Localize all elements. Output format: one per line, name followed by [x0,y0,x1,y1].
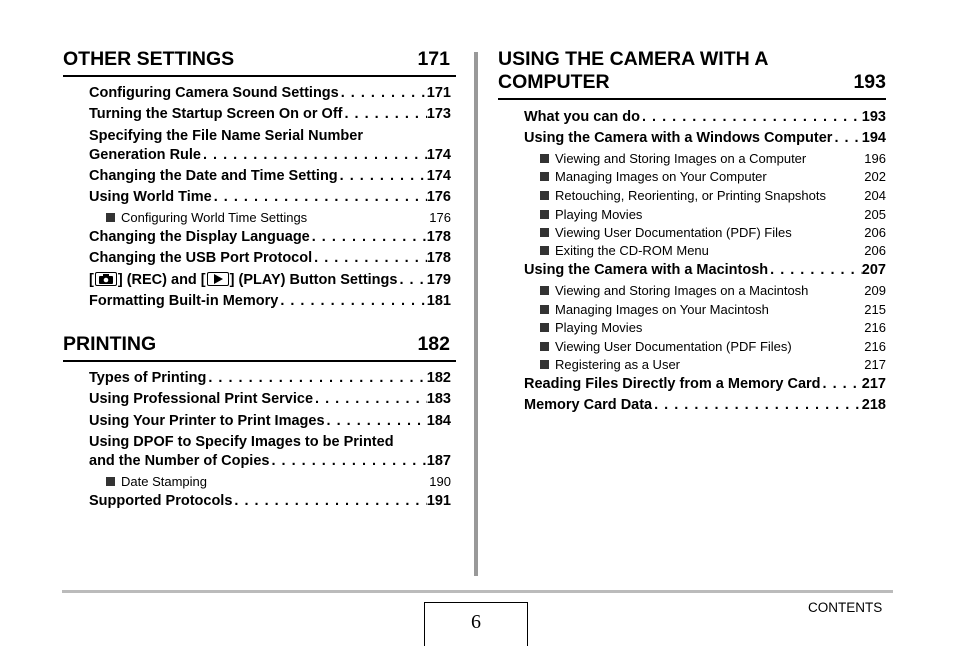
toc-entry-serial[interactable]: Generation Rule . . . 174 [89,147,451,164]
footer-rule [62,590,893,593]
square-bullet-icon [540,210,549,219]
square-bullet-icon [540,246,549,255]
square-bullet-icon [540,342,549,351]
section-printing [63,333,456,362]
toc-sub-win-0[interactable]: Viewing and Storing Images on a Computer 196 [540,151,886,167]
section-page: 182 [417,333,450,355]
section-title-line2: COMPUTER [498,71,610,93]
toc-entry-protocols[interactable]: Supported Protocols . . . 191 [89,493,451,510]
toc-entry-format[interactable]: Formatting Built-in Memory . . . 181 [89,293,451,310]
section-other-settings [63,48,456,77]
section-page: 193 [853,71,886,93]
section-title-line1: USING THE CAMERA WITH A [498,48,769,70]
toc-sub-date-stamping[interactable]: Date Stamping 190 [106,474,451,490]
toc-sub-worldtime[interactable]: Configuring World Time Settings 176 [106,210,451,226]
toc-sub-mac-2[interactable]: Playing Movies 216 [540,320,886,336]
toc-entry-worldtime[interactable]: Using World Time . . . 176 [89,189,451,206]
toc-entry-serial-line1[interactable]: Specifying the File Name Serial Number [89,128,363,144]
toc-entry-pro-print[interactable]: Using Professional Print Service . . . 183 [89,391,451,408]
section-page: 171 [417,48,450,70]
section-title: PRINTING [63,333,157,355]
toc-entry-your-printer[interactable]: Using Your Printer to Print Images . . . 184 [89,413,451,430]
square-bullet-icon [540,154,549,163]
camera-icon [95,272,117,286]
toc-entry-usb[interactable]: Changing the USB Port Protocol . . . 178 [89,250,451,267]
toc-sub-mac-0[interactable]: Viewing and Storing Images on a Macintosh 209 [540,283,886,299]
toc-sub-win-3[interactable]: Playing Movies 205 [540,207,886,223]
toc-sub-win-5[interactable]: Exiting the CD-ROM Menu 206 [540,243,886,259]
toc-entry-startup[interactable]: Turning the Startup Screen On or Off . . . 173 [89,106,451,123]
toc-entry-dpof-line1[interactable]: Using DPOF to Specify Images to be Printed [89,434,394,450]
toc-sub-win-2[interactable]: Retouching, Reorienting, or Printing Snapshots 204 [540,188,886,204]
square-bullet-icon [540,286,549,295]
square-bullet-icon [540,172,549,181]
toc-entry-language[interactable]: Changing the Display Language . . . 178 [89,229,451,246]
square-bullet-icon [540,228,549,237]
toc-sub-mac-3[interactable]: Viewing User Documentation (PDF Files) 216 [540,339,886,355]
toc-entry-datetime[interactable]: Changing the Date and Time Setting . . . 174 [89,168,451,185]
toc-entry-macintosh[interactable]: Using the Camera with a Macintosh . . . 207 [524,262,886,279]
toc-sub-mac-4[interactable]: Registering as a User 217 [540,357,886,373]
square-bullet-icon [106,213,115,222]
toc-sub-win-1[interactable]: Managing Images on Your Computer 202 [540,169,886,185]
square-bullet-icon [540,191,549,200]
square-bullet-icon [540,360,549,369]
toc-entry-windows[interactable]: Using the Camera with a Windows Computer . . . 194 [524,130,886,147]
toc-entry-memory-card-read[interactable]: Reading Files Directly from a Memory Card . . . 217 [524,376,886,393]
square-bullet-icon [106,477,115,486]
toc-entry-dpof[interactable]: and the Number of Copies . . . 187 [89,453,451,470]
toc-sub-mac-1[interactable]: Managing Images on Your Macintosh 215 [540,302,886,318]
toc-entry-memory-card-data[interactable]: Memory Card Data . . . 218 [524,397,886,414]
square-bullet-icon [540,305,549,314]
section-computer [498,48,886,100]
toc-entry-what-you-can-do[interactable]: What you can do . . . 193 [524,109,886,126]
contents-link[interactable]: CONTENTS [808,600,883,615]
toc-entry-types-printing[interactable]: Types of Printing . . . 182 [89,370,451,387]
toc-entry-sound[interactable]: Configuring Camera Sound Settings . . . 171 [89,85,451,102]
page-number: 6 [424,602,528,646]
play-icon [207,272,229,286]
toc-sub-win-4[interactable]: Viewing User Documentation (PDF) Files 206 [540,225,886,241]
toc-entry-button-settings[interactable]: [ ] (REC) and [ ] (PLAY) Button Settings . . . 179 [89,272,451,289]
column-divider [474,52,478,576]
section-title: OTHER SETTINGS [63,48,235,70]
square-bullet-icon [540,323,549,332]
